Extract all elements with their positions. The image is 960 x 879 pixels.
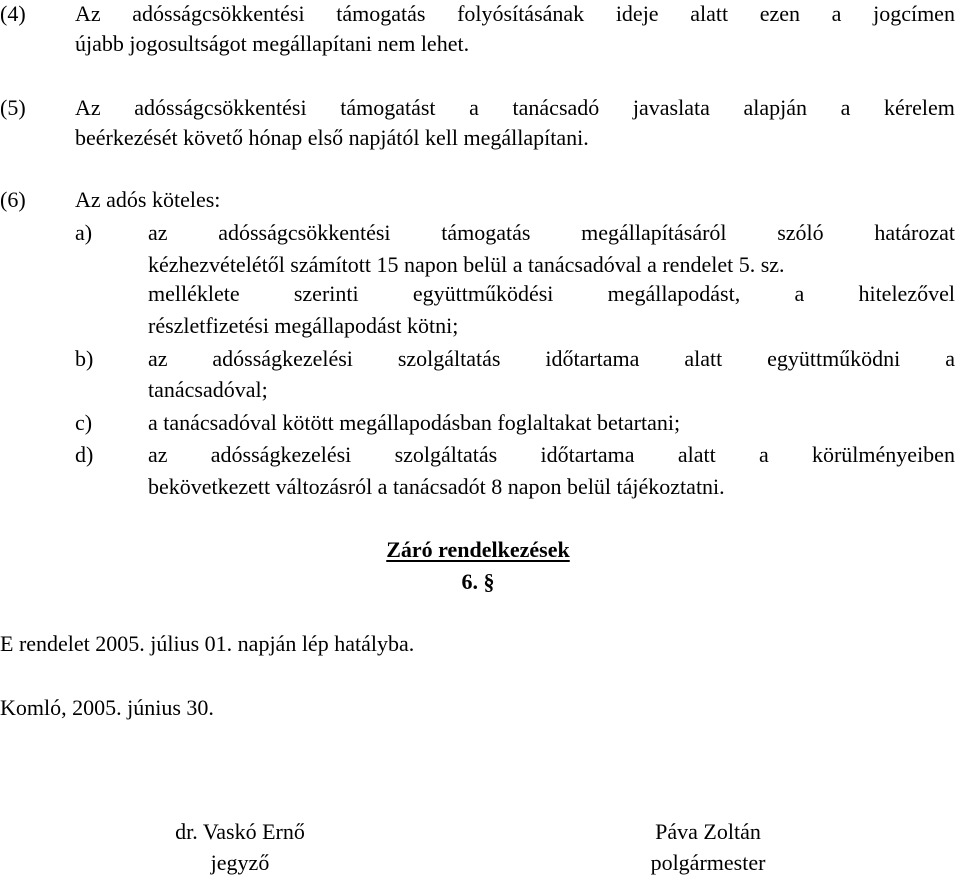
- item-b-line2: tanácsadóval;: [148, 377, 268, 402]
- word: alapján: [743, 95, 808, 120]
- section-number: 6. §: [461, 569, 495, 594]
- signature-left-title: jegyző: [210, 850, 270, 875]
- para4-line1: [75, 0, 955, 28]
- effective-date-text: E rendelet 2005. július 01. napján lép hatályba.: [0, 631, 415, 656]
- word: támogatás: [441, 220, 531, 245]
- word: az: [148, 346, 168, 371]
- word: alatt: [684, 346, 723, 371]
- para5-line2: beérkezését követő hónap első napjától kell megállapítani.: [75, 125, 589, 150]
- word: szóló: [777, 220, 824, 245]
- word: melléklete: [148, 281, 240, 306]
- word: a: [945, 346, 955, 371]
- signature-right-title: polgármester: [650, 850, 766, 875]
- word: a: [794, 281, 805, 306]
- word: adósságcsökkentési: [132, 1, 305, 26]
- para4-line2: újabb jogosultságot megállapítani nem lehet.: [75, 31, 470, 56]
- item-a-letter: a): [75, 220, 93, 245]
- word: alatt: [690, 1, 729, 26]
- item-a-line3: [148, 280, 955, 308]
- word: időtartama: [540, 442, 635, 467]
- para5-line1: [75, 94, 955, 122]
- word: ideje: [615, 1, 659, 26]
- word: a: [840, 95, 851, 120]
- para6-number: (6): [0, 187, 26, 212]
- word: adósságcsökkentési: [218, 220, 391, 245]
- item-a-line2: kézhezvételétől számított 15 napon belül a tanácsadóval a rendelet 5. sz.: [148, 252, 785, 277]
- word: a: [469, 95, 479, 120]
- word: együttműködési: [412, 281, 554, 306]
- item-d-line2: bekövetkezett változásról a tanácsadót 8 napon belül tájékoztatni.: [148, 474, 725, 499]
- word: Az: [75, 1, 101, 26]
- word: adósságkezelési: [210, 442, 352, 467]
- word: szerinti: [293, 281, 359, 306]
- signature-right-name: Páva Zoltán: [655, 819, 761, 844]
- item-b-letter: b): [75, 346, 94, 371]
- item-d-line1: [148, 441, 955, 469]
- item-c-line1: a tanácsadóval kötött megállapodásban foglaltakat betartani;: [148, 410, 681, 435]
- item-a-line1: [148, 219, 955, 247]
- word: megállapodást,: [607, 281, 741, 306]
- para6-intro: Az adós köteles:: [75, 187, 221, 212]
- word: szolgáltatás: [397, 346, 501, 371]
- word: a: [758, 442, 769, 467]
- word: javaslata: [632, 95, 710, 120]
- word: adósságcsökkentési: [134, 95, 307, 120]
- item-a-line4: részletfizetési megállapodást kötni;: [148, 313, 459, 338]
- item-c-letter: c): [75, 410, 93, 435]
- word: támogatás: [336, 1, 426, 26]
- word: időtartama: [545, 346, 640, 371]
- word: együttműködni: [767, 346, 901, 371]
- word: megállapításáról: [581, 220, 727, 245]
- word: ezen: [759, 1, 801, 26]
- word: körülményeiben: [811, 442, 955, 467]
- word: támogatást: [340, 95, 436, 120]
- word: az: [148, 220, 168, 245]
- word: adósságkezelési: [212, 346, 353, 371]
- closing-heading: Záró rendelkezések: [386, 537, 570, 562]
- para4-number: (4): [0, 1, 26, 26]
- para5-number: (5): [0, 95, 26, 120]
- signature-left-name: dr. Vaskó Ernő: [175, 819, 305, 844]
- word: Az: [75, 95, 101, 120]
- item-b-line1: [148, 345, 955, 373]
- word: az: [148, 442, 168, 467]
- item-d-letter: d): [75, 442, 94, 467]
- word: folyósításának: [457, 1, 585, 26]
- word: alatt: [677, 442, 716, 467]
- word: kérelem: [884, 95, 955, 120]
- place-date: Komló, 2005. június 30.: [0, 695, 214, 720]
- word: tanácsadó: [512, 95, 600, 120]
- word: hitelezővel: [858, 281, 955, 306]
- word: a: [831, 1, 842, 26]
- word: határozat: [874, 220, 955, 245]
- word: szolgáltatás: [394, 442, 498, 467]
- word: jogcímen: [873, 1, 955, 26]
